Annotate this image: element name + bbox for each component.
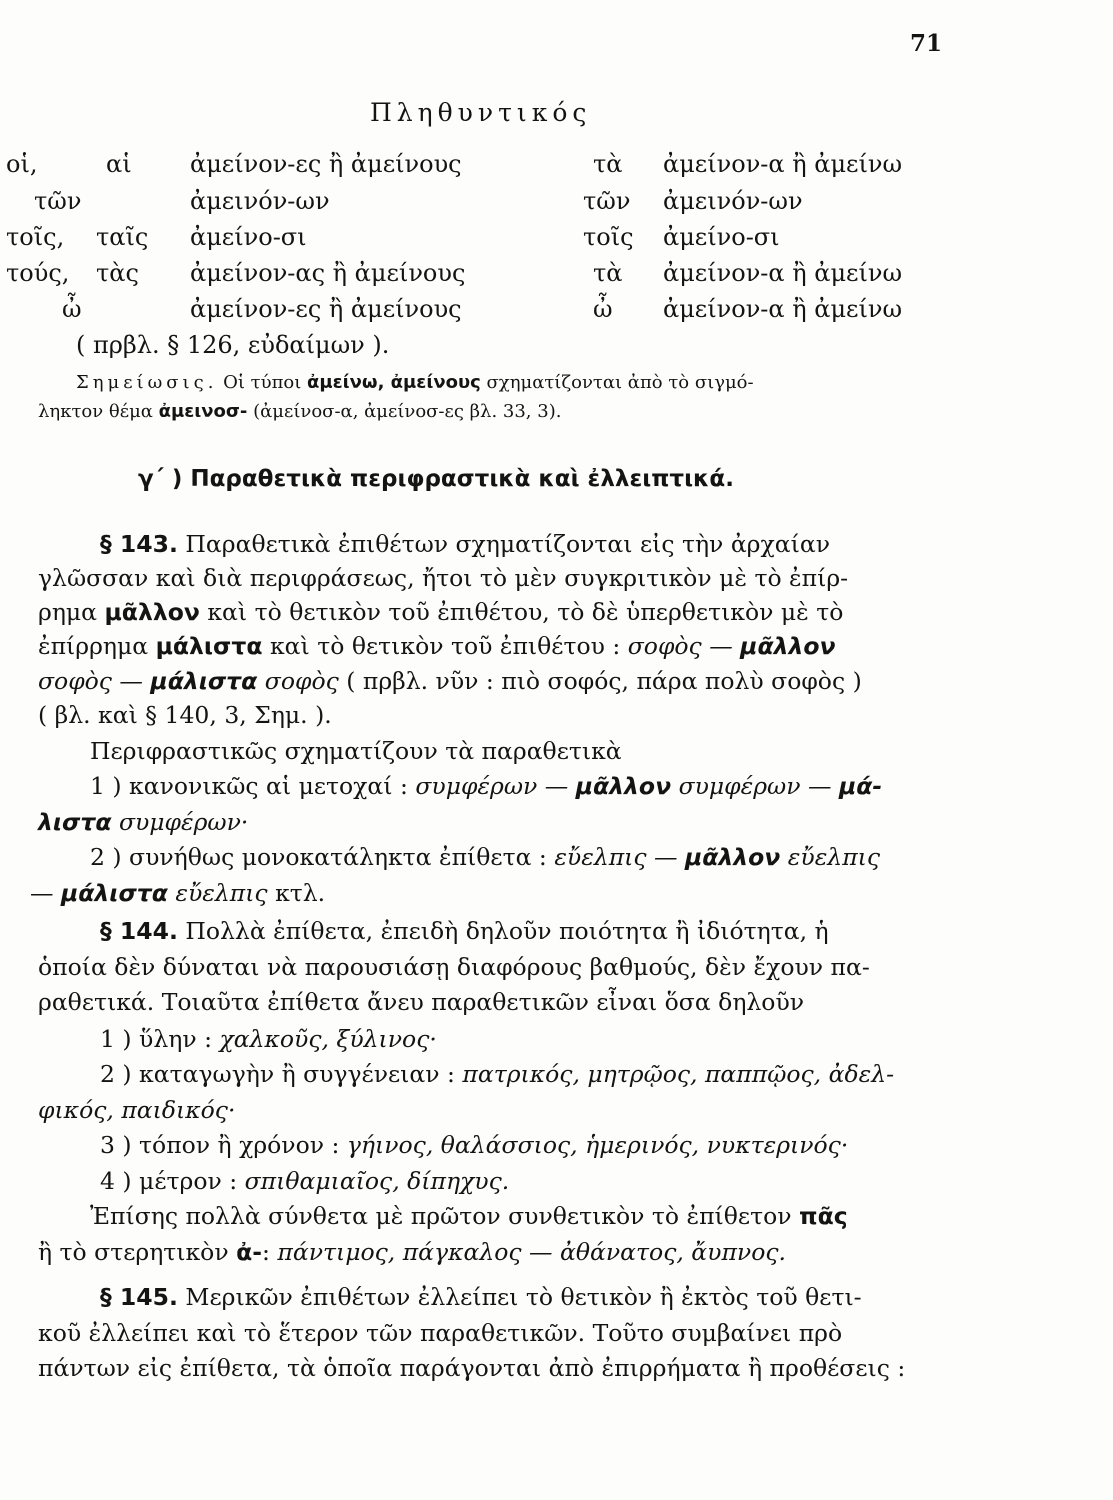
decl-article: ὦ — [593, 295, 613, 323]
note-label: Σημείωσις. — [76, 372, 218, 393]
compare-reference: ( πρβλ. § 126, εὐδαίμων ). — [76, 331, 390, 359]
decl-form: ἀμείνον-ες ἢ ἀμείνους — [190, 295, 462, 323]
decl-article: τῶν — [34, 187, 82, 215]
section-number: § 143. — [100, 530, 178, 558]
decl-article: τὰ — [593, 259, 623, 287]
note-line-1: Σημείωσις. Οἱ τύποι ἀμείνω, ἀμείνους σχηματίζονται ἀπὸ τὸ σιγμό- — [76, 372, 754, 393]
decl-form: ἀμείνον-α ἢ ἀμείνω — [663, 150, 903, 178]
decl-form: ἀμείνον-ας ἢ ἀμείνους — [190, 259, 466, 287]
note-line-2: ληκτον θέμα ἀμεινοσ- (ἀμείνοσ-α, ἀμείνοσ-ες βλ. 33, 3). — [38, 401, 562, 422]
decl-article-fem: ταῖς — [96, 223, 149, 251]
decl-article: τὰ — [593, 150, 623, 178]
decl-article-fem: τὰς — [96, 259, 139, 287]
decl-article: τοῖς, — [6, 223, 65, 251]
decl-form: ἀμείνον-ες ἢ ἀμείνους — [190, 150, 462, 178]
page-number: 71 — [910, 30, 943, 57]
document-page: 71 Πληθυντικός οἱ, αἱ ἀμείνον-ες ἢ ἀμείνους τῶν ἀμεινόν-ων τοῖς, ταῖς ἀμείνο-σι τούς, τὰς ἀμείνον-ας ἢ ἀμείνους ὦ ἀμείνον-ες ἢ ἀμείνους τὰ ἀμείνον-α ἢ ἀμείνω τῶν ἀμεινόν-ων τοῖς ἀμείνο-σι τὰ ἀμείνον-α ἢ ἀμείνω ὦ ἀμείνον-α ἢ ἀμείνω ( πρβλ. § 126, εὐδαίμων ). Σημείωσις. Οἱ τύποι ἀμείνω, ἀμείνους σχηματίζονται ἀπὸ τὸ σιγμό- ληκτον θέμα ἀμεινοσ- (ἀμείνοσ-α, ἀμείνοσ-ες βλ. 33, 3). γ΄ ) Παραθετικὰ περιφραστικὰ καὶ ἐλλειπτικά. § 143. Παραθετικὰ ἐπιθέτων σχηματίζονται εἰς τὴν ἀρχαίαν γλῶσσαν καὶ διὰ περιφράσεως, ἤτοι τὸ μὲν συγκριτικὸν μὲ τὸ ἐπίρ- ρημα μᾶλλον καὶ τὸ θετικὸν τοῦ ἐπιθέτου, τὸ δὲ ὑπερθετικὸν μὲ τὸ ἐπίρρημα μάλιστα καὶ τὸ θετικὸν τοῦ ἐπιθέτου : σοφὸς — μᾶλλον σοφὸς — μάλιστα σοφὸς ( πρβλ. νῦν : πιὸ σοφός, πάρα πολὺ σοφὸς ) ( βλ. καὶ § 140, 3, Σημ. ). Περιφραστικῶς σχηματίζουν τὰ παραθετικὰ 1 ) κανονικῶς αἱ μετοχαί : συμφέρων — μᾶλλον συμφέρων — μά- λιστα συμφέρων· 2 ) συνήθως μονοκατάληκτα ἐπίθετα : εὔελπις — μᾶλλον εὔελπις — μάλιστα εὔελπις κτλ. § 144. Πολλὰ ἐπίθετα, ἐπειδὴ δηλοῦν ποιότητα ἢ ἰδιότητα, ἡ ὁποία δὲν δύναται νὰ παρουσιάσῃ διαφόρους βαθμούς, δὲν ἔχουν πα- ραθετικά. Τοιαῦτα ἐπίθετα ἄνευ παραθετικῶν εἶναι ὅσα δηλοῦν 1 ) ὕλην : χαλκοῦς, ξύλινος· 2 ) καταγωγὴν ἢ συγγένειαν : πατρικός, μητρῷος, παππῷος, ἀδελ- φικός, παιδικός· 3 ) τόπον ἢ χρόνον : γήινος, θαλάσσιος, ἡμερινός, νυκτερινός· 4 ) μέτρον : σπιθαμιαῖος, δίπηχυς. Ἐπίσης πολλὰ σύνθετα μὲ πρῶτον συνθετικὸν τὸ ἐπίθετον πᾶς ἢ τὸ στερητικὸν ἀ-: πάντιμος, πάγκαλος — ἀθάνατος, ἄυπνος. § 145. Μερικῶν ἐπιθέτων ἐλλείπει τὸ θετικὸν ἢ ἐκτὸς τοῦ θετι- κοῦ ἐλλείπει καὶ τὸ ἕτερον τῶν παραθετικῶν. Τοῦτο συμβαίνει πρὸ πάντων εἰς ἐπίθετα, τὰ ὁποῖα παράγονται ἀπὸ ἐπιρρήματα ἢ προθέσεις : — [6, 30, 943, 1382]
decl-article: τοῖς — [583, 223, 634, 251]
decl-form: ἀμείνο-σι — [190, 223, 307, 251]
decl-article: ὦ — [62, 295, 82, 323]
decl-form: ἀμείνον-α ἢ ἀμείνω — [663, 295, 903, 323]
decl-article: οἱ, — [6, 150, 38, 178]
decl-form: ἀμεινόν-ων — [663, 187, 803, 215]
section-number: § 144. — [100, 917, 178, 945]
decl-form: ἀμεινόν-ων — [190, 187, 330, 215]
plural-heading: Πληθυντικός — [370, 98, 592, 127]
section-number: § 145. — [100, 1283, 178, 1311]
decl-article: τούς, — [6, 259, 70, 287]
decl-article-fem: αἱ — [106, 150, 132, 178]
decl-form: ἀμείνον-α ἢ ἀμείνω — [663, 259, 903, 287]
decl-article: τῶν — [583, 187, 631, 215]
section-heading: γ΄ ) Παραθετικὰ περιφραστικὰ καὶ ἐλλειπτικά. — [138, 466, 734, 492]
decl-form: ἀμείνο-σι — [663, 223, 780, 251]
